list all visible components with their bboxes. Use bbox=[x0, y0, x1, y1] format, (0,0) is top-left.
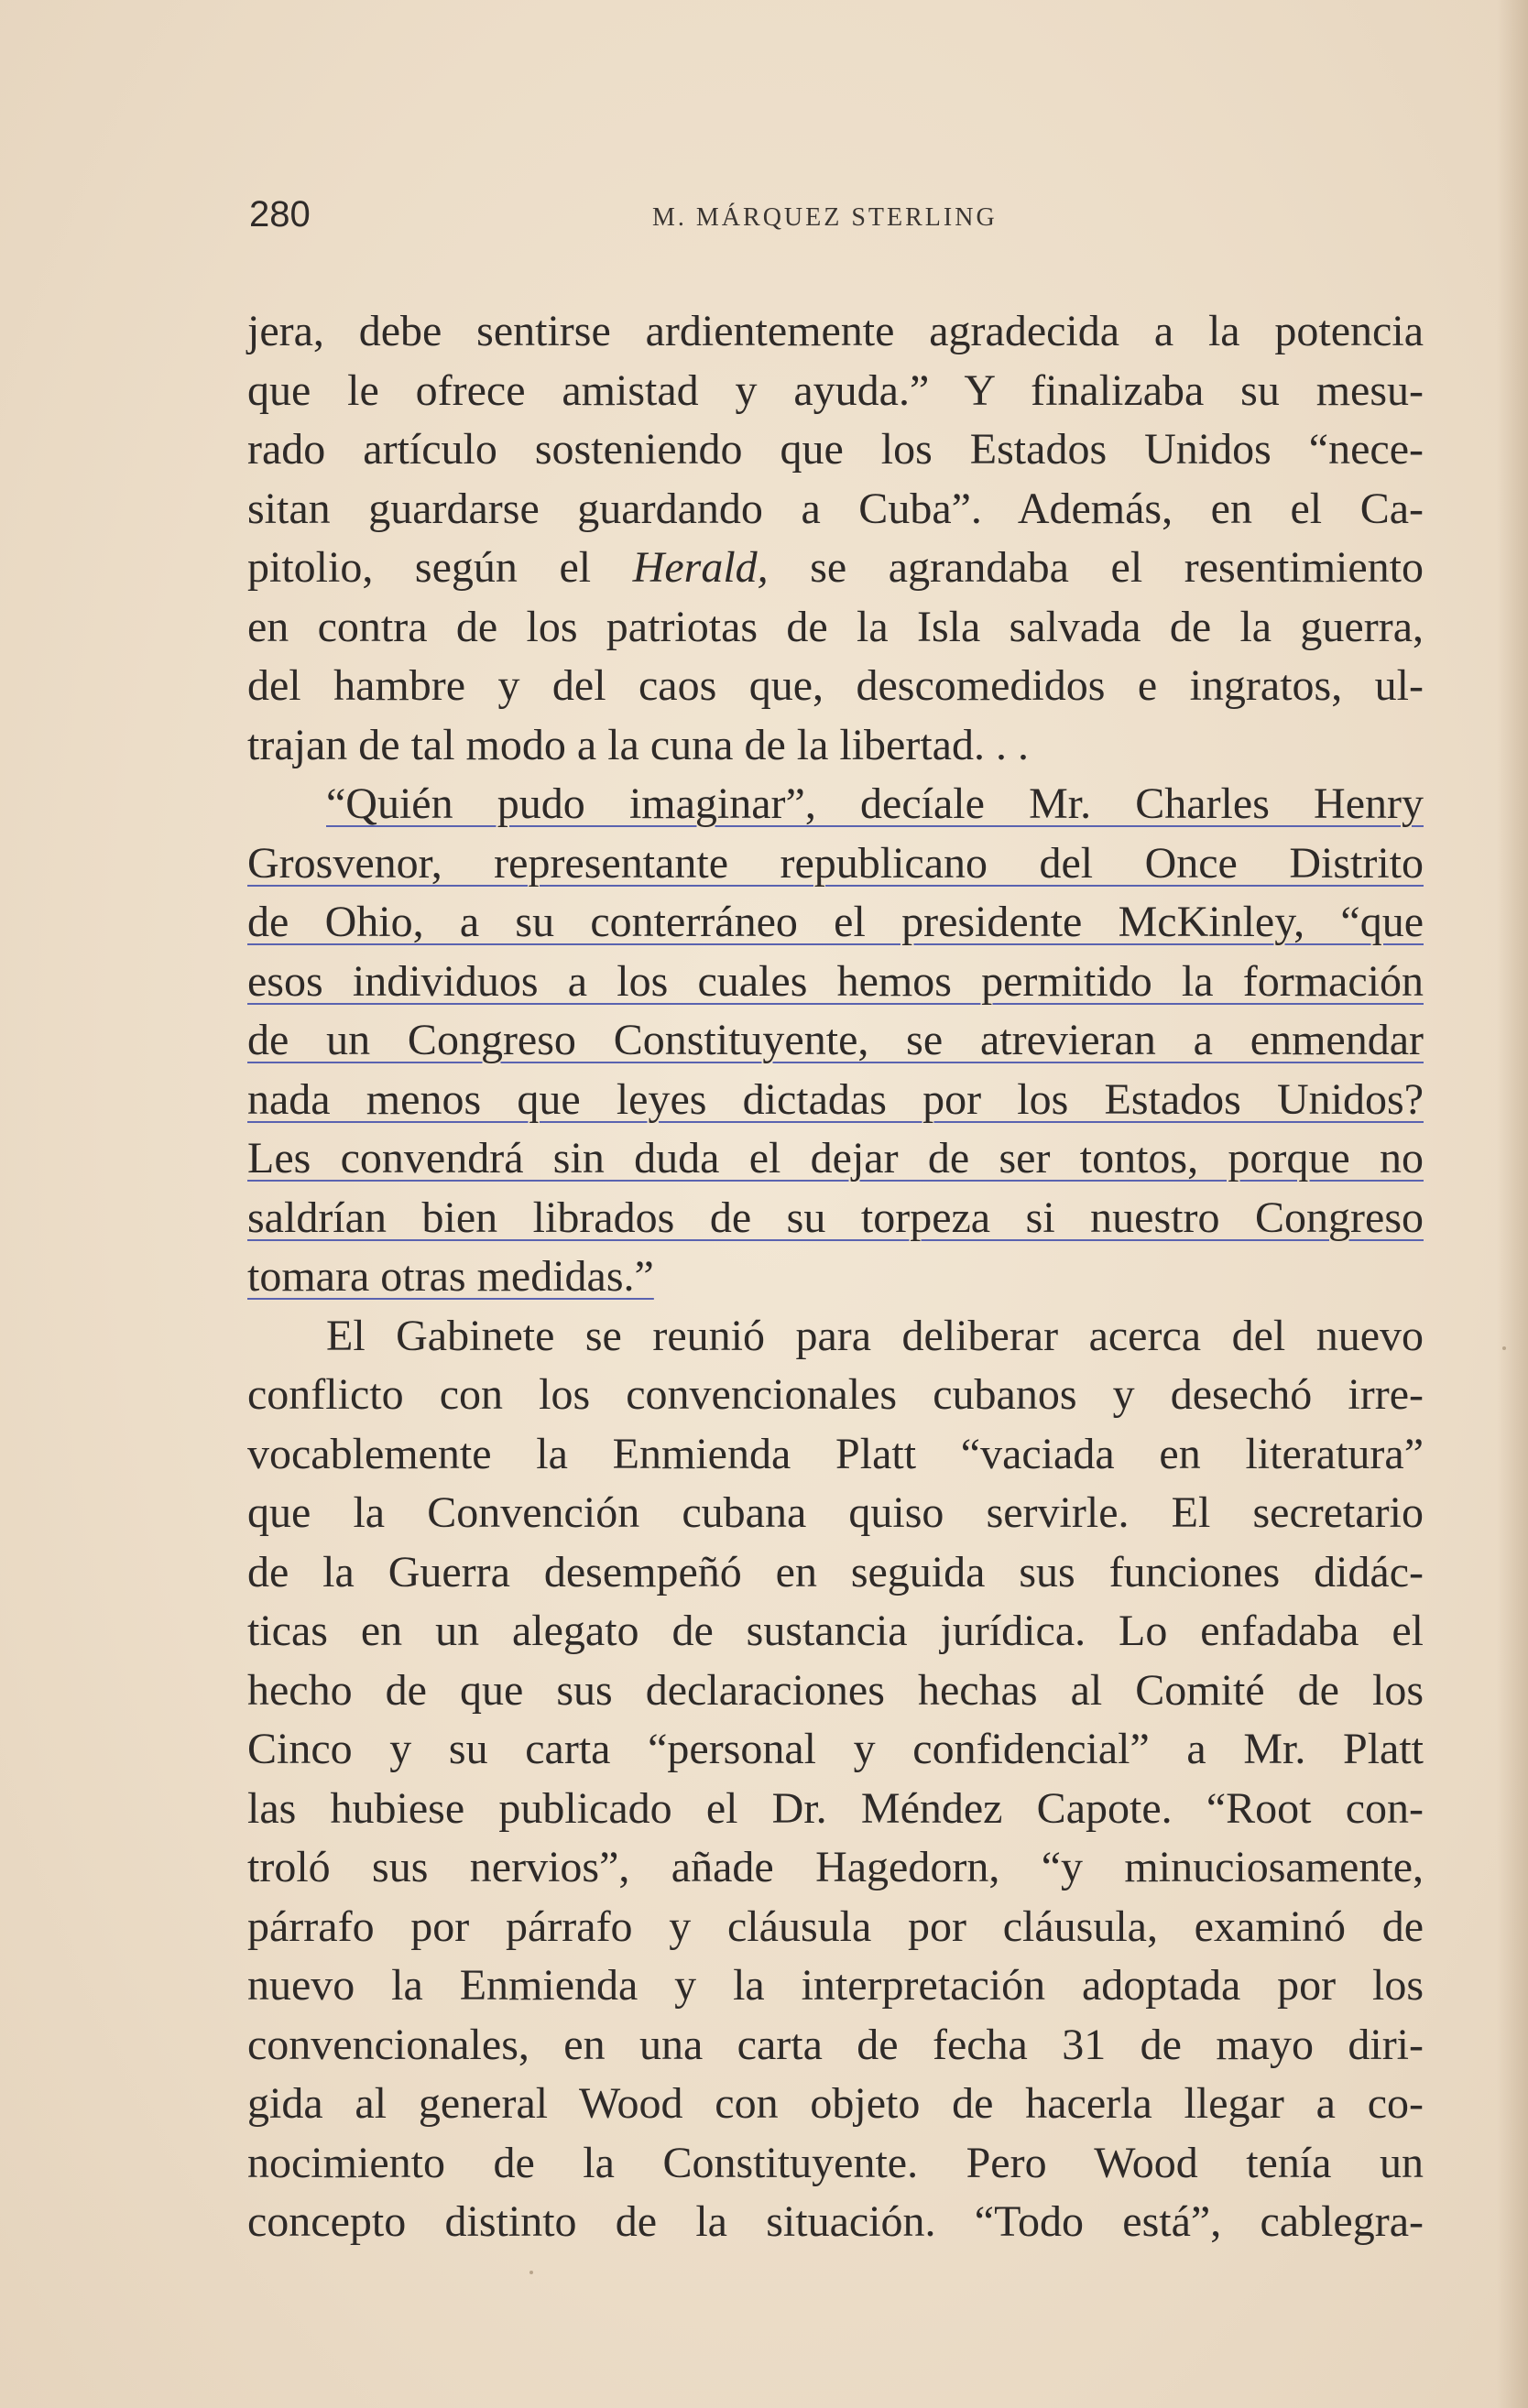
body-text bbox=[247, 302, 1424, 2252]
paper-speck bbox=[529, 2271, 533, 2274]
text-line-underlined bbox=[247, 1129, 1424, 1189]
text-line: hecho de que sus declaraciones hechas al Comité de los bbox=[247, 1665, 1424, 1715]
text-line-underlined bbox=[247, 953, 1424, 1012]
text-line: conflicto con los convencionales cubanos y desechó irre- bbox=[247, 1370, 1424, 1419]
text-line: gida al general Wood con objeto de hacerla llegar a co- bbox=[247, 2079, 1424, 2128]
text-line-underlined bbox=[247, 1011, 1424, 1071]
text-line: El Gabinete se reunió para deliberar acerca del nuevo bbox=[326, 1311, 1424, 1360]
underlined-text: de Ohio, a su conterráneo el presidente McKinley, “que bbox=[247, 898, 1424, 946]
underlined-text: de un Congreso Constituyente, se atrevieran a enmendar bbox=[247, 1016, 1424, 1064]
text-line: vocablemente la Enmienda Platt “vaciada en literatura” bbox=[247, 1429, 1424, 1478]
page-number: 280 bbox=[249, 194, 311, 234]
text-line-underlined bbox=[247, 834, 1424, 894]
underlined-text: Grosvenor, representante republicano del Once Distrito bbox=[247, 838, 1424, 888]
text-line-underlined bbox=[247, 893, 1424, 953]
text-line: convencionales, en una carta de fecha 31 de mayo diri- bbox=[247, 2020, 1424, 2069]
paper-speck bbox=[1502, 1346, 1506, 1350]
text-line: jera, debe sentirse ardientemente agradecida a la potencia bbox=[247, 307, 1424, 355]
underlined-text: nada menos que leyes dictadas por los Estados Unidos? bbox=[247, 1074, 1424, 1124]
text-line: Cinco y su carta “personal y confidencial” a Mr. Platt bbox=[247, 1725, 1424, 1773]
text-line: trajan de tal modo a la cuna de la libertad. . . bbox=[247, 720, 1029, 769]
text-line-underlined bbox=[247, 1189, 1424, 1248]
underlined-text: “Quién pudo imaginar”, decíale Mr. Charles Henry bbox=[326, 779, 1424, 828]
text-line bbox=[247, 539, 1424, 598]
text-line: en contra de los patriotas de la Isla salvada de la guerra, bbox=[247, 602, 1424, 651]
text-line: nocimiento de la Constituyente. Pero Wood tenía un bbox=[247, 2138, 1424, 2187]
text-segment: se agrandaba el resentimiento bbox=[768, 543, 1424, 592]
text-line: que la Convención cubana quiso servirle. El secretario bbox=[247, 1488, 1424, 1537]
text-line: que le ofrece amistad y ayuda.” Y finalizaba su mesu- bbox=[247, 365, 1424, 415]
italic-publication-name: Herald, bbox=[632, 543, 769, 592]
text-line: troló sus nervios”, añade Hagedorn, “y minuciosamente, bbox=[247, 1843, 1424, 1891]
text-line: sitan guardarse guardando a Cuba”. Además, en el Ca- bbox=[247, 484, 1424, 533]
text-line: concepto distinto de la situación. “Todo está”, cablegra- bbox=[247, 2197, 1424, 2246]
text-line-underlined bbox=[247, 775, 1424, 834]
text-line: rado artículo sosteniendo que los Estados Unidos “nece- bbox=[247, 425, 1424, 474]
text-segment: pitolio, según el bbox=[247, 543, 633, 592]
underlined-text: esos individuos a los cuales hemos permitido la formación bbox=[247, 956, 1424, 1006]
text-line: nuevo la Enmienda y la interpretación adoptada por los bbox=[247, 1961, 1424, 2010]
text-line: las hubiese publicado el Dr. Méndez Capote. “Root con- bbox=[247, 1783, 1424, 1833]
underlined-text: tomara otras medidas.” bbox=[247, 1252, 654, 1301]
text-line: del hambre y del caos que, descomedidos e ingratos, ul- bbox=[247, 661, 1424, 710]
text-line-underlined bbox=[247, 1071, 1424, 1130]
page-header bbox=[249, 194, 1431, 249]
text-line: párrafo por párrafo y cláusula por cláusula, examinó de bbox=[247, 1901, 1424, 1951]
page-edge-shadow bbox=[1497, 0, 1528, 2408]
text-line: ticas en un alegato de sustancia jurídica. Lo enfadaba el bbox=[247, 1607, 1424, 1655]
text-line: de la Guerra desempeñó en seguida sus funciones didác- bbox=[247, 1547, 1424, 1596]
running-head: M. MÁRQUEZ STERLING bbox=[652, 203, 998, 232]
underlined-text: Les convendrá sin duda el dejar de ser tontos, porque no bbox=[247, 1134, 1424, 1182]
text-line-underlined bbox=[247, 1248, 1424, 1307]
underlined-text: saldrían bien librados de su torpeza si nuestro Congreso bbox=[247, 1193, 1424, 1242]
